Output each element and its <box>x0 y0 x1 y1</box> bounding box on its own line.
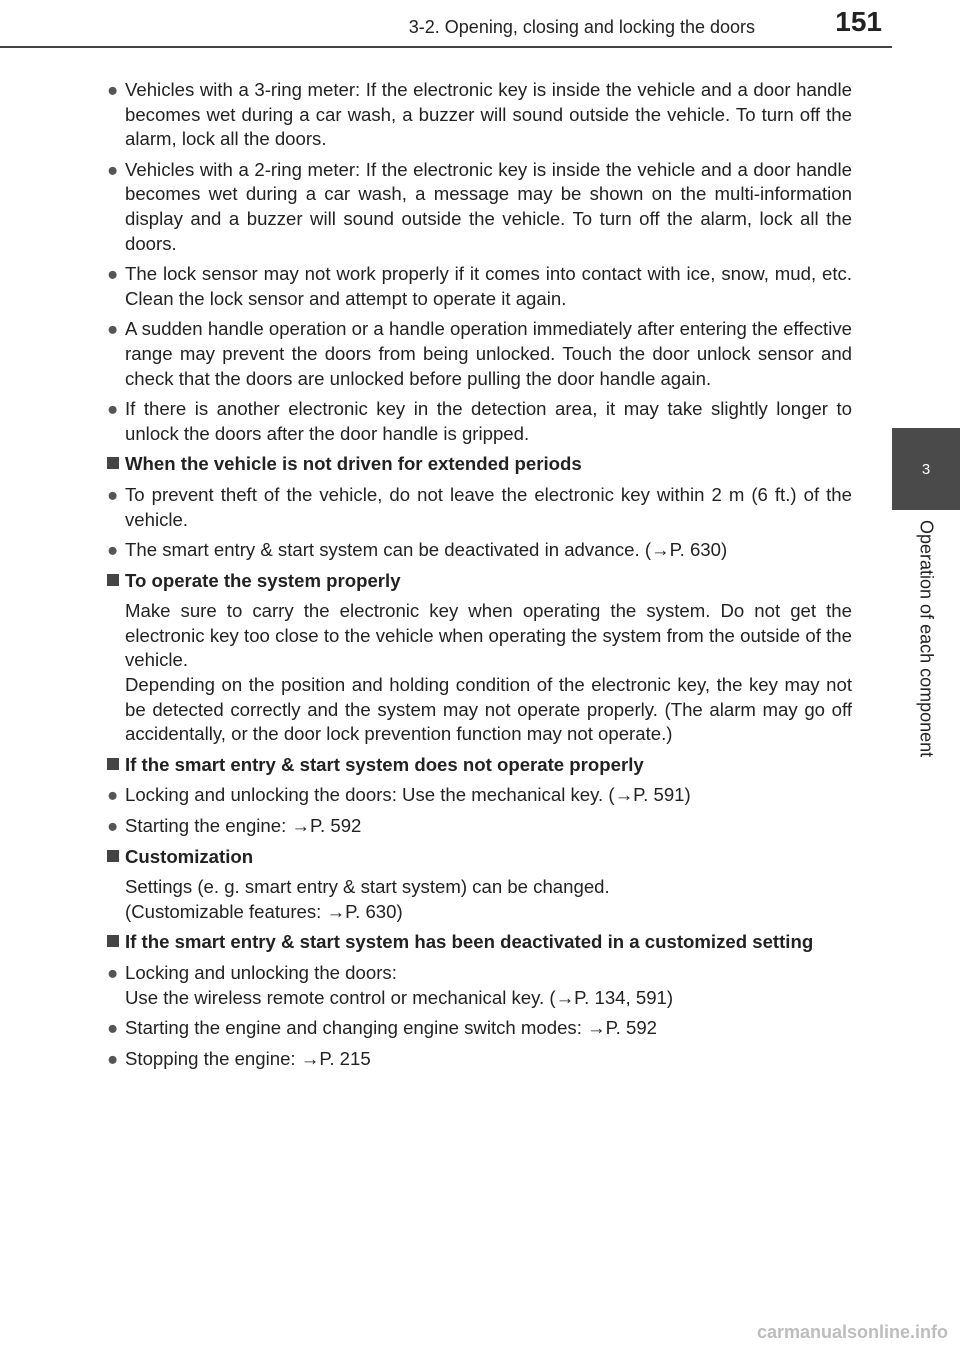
bullet-item <box>107 78 852 152</box>
bullet-icon: ● <box>107 263 119 285</box>
bullet-item <box>107 538 852 563</box>
bullet-text: The smart entry & start system can be deactivated in advance. (→P. 630) <box>125 539 728 561</box>
bullet-text: Vehicles with a 2-ring meter: If the electronic key is inside the vehicle and a door handle becomes wet during a car wash, a message may be shown on the multi-information display and a buzzer will sound outside the vehicle. To turn off the alarm, lock all the doors. <box>125 158 852 254</box>
bullet-icon: ● <box>107 539 119 561</box>
section-heading <box>107 753 852 778</box>
square-bullet-icon <box>107 574 119 586</box>
bullet-icon: ● <box>107 815 119 837</box>
bullet-text: Vehicles with a 3-ring meter: If the electronic key is inside the vehicle and a door handle becomes wet during a car wash, a buzzer will sound outside the vehicle. To turn off the alarm, lock all the doors. <box>125 79 852 150</box>
bullet-item <box>107 158 852 256</box>
square-bullet-icon <box>107 457 119 469</box>
watermark: carmanualsonline.info <box>756 1322 948 1342</box>
bullet-icon: ● <box>107 1047 119 1069</box>
bullet-item <box>107 961 852 1010</box>
bullet-icon: ● <box>107 1017 119 1039</box>
bullet-text: Stopping the engine: →P. 215 <box>125 1047 371 1069</box>
section-heading <box>107 452 852 477</box>
bullet-item <box>107 1047 852 1072</box>
bullet-icon: ● <box>107 318 119 340</box>
page-header <box>0 0 892 48</box>
bullet-icon: ● <box>107 962 119 983</box>
bullet-icon: ● <box>107 483 119 505</box>
bullet-text: If there is another electronic key in the detection area, it may take slightly longer to unlock the doors after the door handle is gripped. <box>125 398 852 444</box>
page-content <box>107 78 852 1077</box>
chapter-title: Operation of each component <box>916 520 937 758</box>
bullet-item <box>107 262 852 311</box>
bullet-item <box>107 783 852 808</box>
paragraph <box>107 875 852 924</box>
paragraph <box>107 599 852 747</box>
heading-text: If the smart entry & start system does not operate properly <box>125 753 644 775</box>
bullet-text: To prevent theft of the vehicle, do not leave the electronic key within 2 m (6 ft.) of the vehicle. <box>125 483 852 530</box>
bullet-item <box>107 814 852 839</box>
heading-text: If the smart entry & start system has been deactivated in a customized setting <box>125 931 814 953</box>
bullet-item <box>107 1016 852 1041</box>
paragraph-line: Make sure to carry the electronic key when operating the system. Do not get the electronic key too close to the vehicle when operating the system from the outside of the vehicle. <box>125 600 852 671</box>
section-heading <box>107 569 852 594</box>
square-bullet-icon <box>107 758 119 770</box>
bullet-text: Locking and unlocking the doors: Use the mechanical key. (→P. 591) <box>125 784 691 806</box>
bullet-icon: ● <box>107 784 119 806</box>
chapter-tab <box>892 428 960 510</box>
paragraph-line: (Customizable features: →P. 630) <box>125 900 403 922</box>
square-bullet-icon <box>107 850 119 862</box>
chapter-number: 3 <box>921 460 931 478</box>
bullet-icon: ● <box>107 158 119 180</box>
bullet-icon: ● <box>107 79 119 100</box>
bullet-text: Starting the engine and changing engine switch modes: →P. 592 <box>125 1017 658 1039</box>
bullet-item <box>107 483 852 532</box>
bullet-text-line: Use the wireless remote control or mechanical key. (→P. 134, 591) <box>125 986 674 1008</box>
page-number: 151 <box>835 6 882 37</box>
heading-text: Customization <box>125 845 254 867</box>
bullet-text: The lock sensor may not work properly if it comes into contact with ice, snow, mud, etc. Clean the lock sensor and attempt to operate it again. <box>125 263 852 309</box>
section-title: 3-2. Opening, closing and locking the doors <box>408 17 755 37</box>
paragraph-line: Settings (e. g. smart entry & start system) can be changed. <box>125 876 610 898</box>
bullet-text: Starting the engine: →P. 592 <box>125 815 362 837</box>
bullet-item <box>107 317 852 391</box>
bullet-text: A sudden handle operation or a handle operation immediately after entering the effective range may prevent the doors from being unlocked. Touch the door unlock sensor and check that the doors are unlocked before pulling the door handle again. <box>125 318 852 389</box>
section-heading <box>107 845 852 870</box>
square-bullet-icon <box>107 935 119 947</box>
bullet-text-line: Locking and unlocking the doors: <box>125 962 397 983</box>
heading-text: When the vehicle is not driven for extended periods <box>125 453 582 475</box>
paragraph-line: Depending on the position and holding condition of the electronic key, the key may not be detected correctly and the system may not operate properly. (The alarm may go off accidentally, or the door lock prevention function may not operate.) <box>125 674 852 745</box>
bullet-item <box>107 397 852 446</box>
bullet-icon: ● <box>107 398 119 420</box>
heading-text: To operate the system properly <box>125 569 401 591</box>
chapter-label <box>892 510 960 810</box>
section-heading <box>107 930 852 955</box>
